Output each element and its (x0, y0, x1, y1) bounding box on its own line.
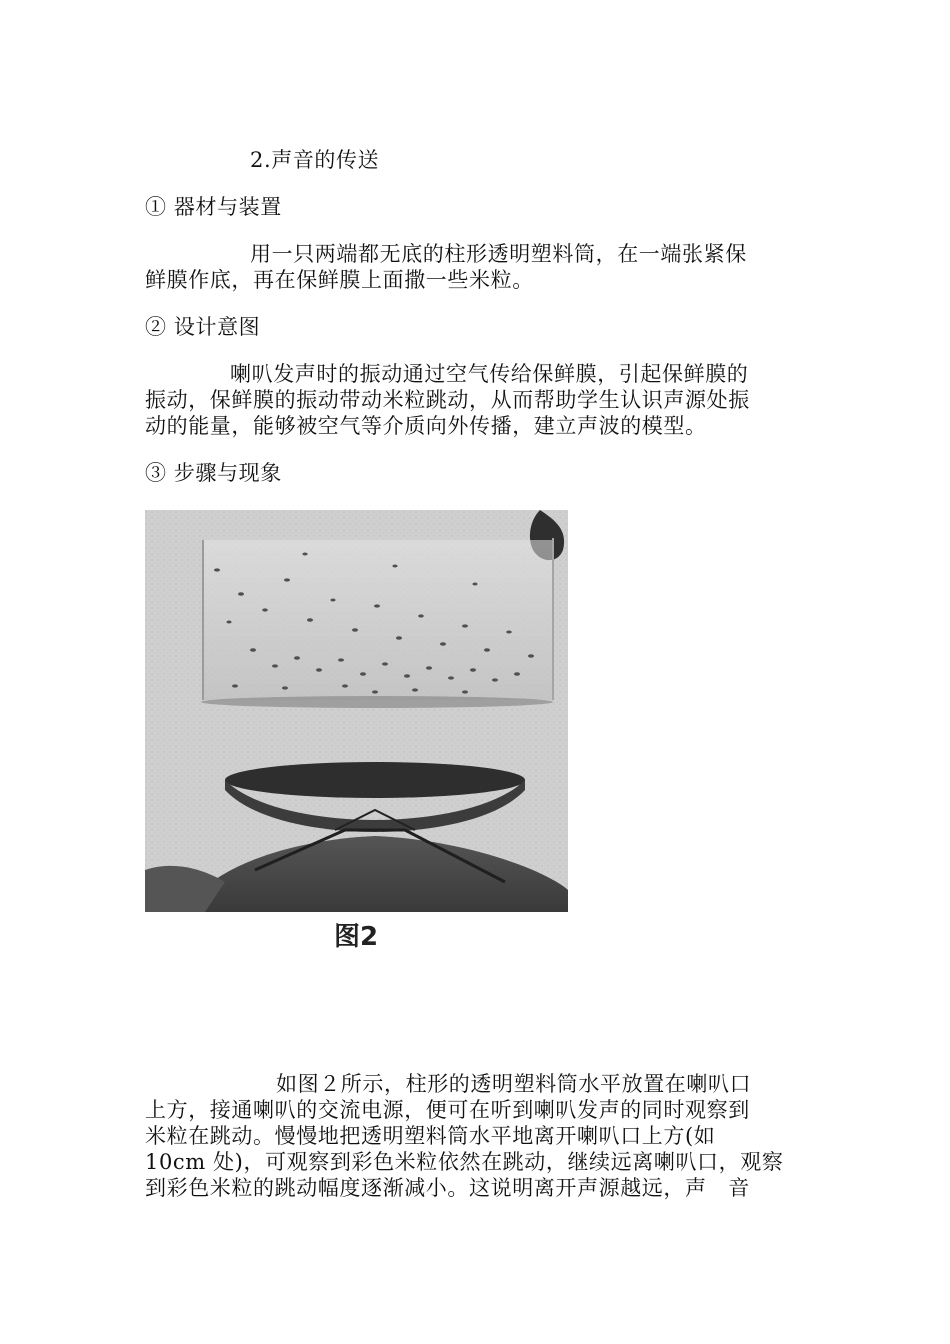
paragraph-line-5: 到彩色米粒的跳动幅度逐渐减小。这说明离开声源越远，声 音 (145, 1176, 750, 1200)
equipment-line-1: 用一只两端都无底的柱形透明塑料筒，在一端张紧保 (250, 242, 747, 266)
section-heading: 2.声音的传送 (250, 148, 380, 172)
equipment-line-2: 鲜膜作底，再在保鲜膜上面撒一些米粒。 (145, 268, 534, 292)
paragraph-line-2: 上方，接通喇叭的交流电源，便可在听到喇叭发声的同时观察到 (145, 1098, 750, 1122)
design-line-1: 喇叭发声时的振动通过空气传给保鲜膜，引起保鲜膜的 (230, 362, 749, 386)
paragraph-line-3: 米粒在跳动。慢慢地把透明塑料筒水平地离开喇叭口上方(如 (145, 1124, 716, 1148)
paragraph-line-4: 10cm 处)，可观察到彩色米粒依然在跳动，继续远离喇叭口，观察 (145, 1150, 784, 1174)
paragraph-line-1: 如图２所示，柱形的透明塑料筒水平放置在喇叭口 (276, 1072, 752, 1096)
subsection-title-equipment: ① 器材与装置 (145, 195, 282, 219)
experiment-photo (145, 510, 568, 912)
design-line-3: 动的能量，能够被空气等介质向外传播，建立声波的模型。 (145, 414, 707, 438)
figure-caption: 图2 (334, 922, 379, 952)
subsection-title-design: ② 设计意图 (145, 315, 261, 339)
design-line-2: 振动，保鲜膜的振动带动米粒跳动，从而帮助学生认识声源处振 (145, 388, 750, 412)
subsection-title-steps: ③ 步骤与现象 (145, 461, 282, 485)
